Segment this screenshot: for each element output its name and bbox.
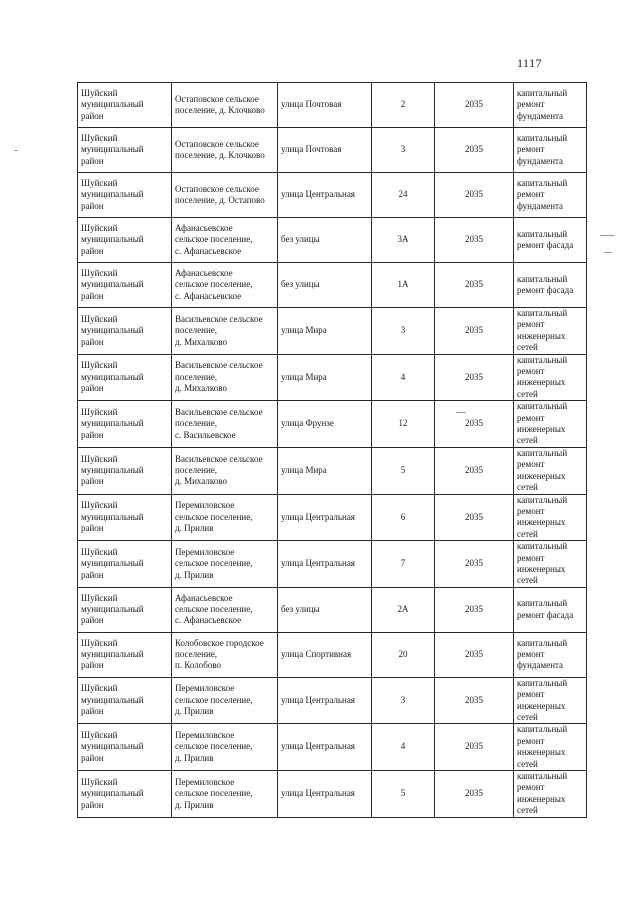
work-type-cell: капитальный ремонт инженерных сетей: [514, 354, 587, 401]
district-cell: Шуйский муниципальный район: [78, 308, 172, 355]
year-cell: 2035: [435, 724, 514, 771]
table-row: [78, 401, 587, 448]
table-row: [78, 354, 587, 401]
settlement-cell: Афанасьевское сельское поселение, с. Афанасьевское: [172, 587, 278, 632]
house-number-cell: 2: [372, 83, 435, 128]
work-type-cell: капитальный ремонт инженерных сетей: [514, 447, 587, 494]
settlement-cell: Колобовское городское поселение, п. Колобово: [172, 632, 278, 677]
district-cell: Шуйский муниципальный район: [78, 128, 172, 173]
year-cell: 2035: [435, 494, 514, 541]
work-type-cell: капитальный ремонт фундамента: [514, 632, 587, 677]
street-cell: без улицы: [278, 587, 372, 632]
table-row: [78, 494, 587, 541]
year-cell: 2035: [435, 447, 514, 494]
work-type-cell: капитальный ремонт фасада: [514, 263, 587, 308]
house-number-cell: 6: [372, 494, 435, 541]
house-number-cell: 5: [372, 771, 435, 818]
table-row: [78, 128, 587, 173]
settlement-cell: Перемиловское сельское поселение, д. Прилив: [172, 724, 278, 771]
work-type-cell: капитальный ремонт инженерных сетей: [514, 401, 587, 448]
settlement-cell: Афанасьевское сельское поселение, с. Афанасьевское: [172, 218, 278, 263]
year-cell: 2035: [435, 401, 514, 448]
district-cell: Шуйский муниципальный район: [78, 494, 172, 541]
table-row: [78, 771, 587, 818]
table-row: [78, 173, 587, 218]
settlement-cell: Васильевское сельское поселение, д. Михалково: [172, 447, 278, 494]
table-row: [78, 447, 587, 494]
year-cell: 2035: [435, 173, 514, 218]
street-cell: улица Мира: [278, 447, 372, 494]
work-type-cell: капитальный ремонт фундамента: [514, 83, 587, 128]
house-number-cell: 2А: [372, 587, 435, 632]
settlement-cell: Афанасьевское сельское поселение, с. Афанасьевское: [172, 263, 278, 308]
settlement-cell: Остаповское сельское поселение, д. Остапово: [172, 173, 278, 218]
table-row: [78, 541, 587, 588]
work-type-cell: капитальный ремонт инженерных сетей: [514, 724, 587, 771]
settlement-cell: Перемиловское сельское поселение, д. Прилив: [172, 494, 278, 541]
house-number-cell: 3: [372, 128, 435, 173]
street-cell: улица Спортивная: [278, 632, 372, 677]
district-cell: Шуйский муниципальный район: [78, 354, 172, 401]
district-cell: Шуйский муниципальный район: [78, 401, 172, 448]
house-number-cell: 24: [372, 173, 435, 218]
work-type-cell: капитальный ремонт фундамента: [514, 128, 587, 173]
house-number-cell: 1А: [372, 263, 435, 308]
house-number-cell: 4: [372, 354, 435, 401]
district-cell: Шуйский муниципальный район: [78, 587, 172, 632]
scan-speck: [600, 235, 614, 236]
work-type-cell: капитальный ремонт инженерных сетей: [514, 677, 587, 724]
street-cell: без улицы: [278, 218, 372, 263]
house-number-cell: 4: [372, 724, 435, 771]
year-cell: 2035: [435, 263, 514, 308]
settlement-cell: Перемиловское сельское поселение, д. Прилив: [172, 771, 278, 818]
table-body: [78, 83, 587, 818]
year-cell: 2035: [435, 308, 514, 355]
district-cell: Шуйский муниципальный район: [78, 677, 172, 724]
street-cell: улица Центральная: [278, 724, 372, 771]
work-type-cell: капитальный ремонт фасада: [514, 587, 587, 632]
street-cell: улица Мира: [278, 354, 372, 401]
settlement-cell: Васильевское сельское поселение, д. Михалково: [172, 308, 278, 355]
settlement-cell: Остаповское сельское поселение, д. Клочково: [172, 128, 278, 173]
work-type-cell: капитальный ремонт инженерных сетей: [514, 541, 587, 588]
district-cell: Шуйский муниципальный район: [78, 218, 172, 263]
repair-schedule-table: [77, 82, 587, 818]
work-type-cell: капитальный ремонт инженерных сетей: [514, 494, 587, 541]
district-cell: Шуйский муниципальный район: [78, 724, 172, 771]
district-cell: Шуйский муниципальный район: [78, 447, 172, 494]
house-number-cell: 12: [372, 401, 435, 448]
street-cell: улица Фрунзе: [278, 401, 372, 448]
year-cell: 2035: [435, 632, 514, 677]
table-row: [78, 632, 587, 677]
street-cell: улица Мира: [278, 308, 372, 355]
settlement-cell: Остаповское сельское поселение, д. Клочково: [172, 83, 278, 128]
table-row: [78, 587, 587, 632]
settlement-cell: Васильевское сельское поселение, с. Васильевское: [172, 401, 278, 448]
page-number: 1117: [517, 56, 543, 70]
table-row: [78, 677, 587, 724]
table-row: [78, 218, 587, 263]
scan-speck: [604, 252, 612, 253]
district-cell: Шуйский муниципальный район: [78, 541, 172, 588]
year-cell: 2035: [435, 218, 514, 263]
street-cell: улица Центральная: [278, 541, 372, 588]
settlement-cell: Васильевское сельское поселение, д. Михалково: [172, 354, 278, 401]
house-number-cell: 20: [372, 632, 435, 677]
table-row: [78, 308, 587, 355]
house-number-cell: 5: [372, 447, 435, 494]
table-row: [78, 83, 587, 128]
year-cell: 2035: [435, 83, 514, 128]
year-cell: 2035: [435, 587, 514, 632]
work-type-cell: капитальный ремонт фасада: [514, 218, 587, 263]
street-cell: улица Центральная: [278, 173, 372, 218]
settlement-cell: Перемиловское сельское поселение, д. Прилив: [172, 677, 278, 724]
street-cell: улица Почтовая: [278, 83, 372, 128]
street-cell: улица Центральная: [278, 771, 372, 818]
year-cell: 2035: [435, 128, 514, 173]
year-cell: 2035: [435, 677, 514, 724]
street-cell: улица Центральная: [278, 677, 372, 724]
district-cell: Шуйский муниципальный район: [78, 632, 172, 677]
work-type-cell: капитальный ремонт инженерных сетей: [514, 771, 587, 818]
street-cell: улица Почтовая: [278, 128, 372, 173]
scan-speck: [14, 150, 18, 151]
year-cell: 2035: [435, 541, 514, 588]
table-row: [78, 724, 587, 771]
district-cell: Шуйский муниципальный район: [78, 83, 172, 128]
settlement-cell: Перемиловское сельское поселение, д. Прилив: [172, 541, 278, 588]
house-number-cell: 7: [372, 541, 435, 588]
street-cell: без улицы: [278, 263, 372, 308]
street-cell: улица Центральная: [278, 494, 372, 541]
work-type-cell: капитальный ремонт инженерных сетей: [514, 308, 587, 355]
work-type-cell: капитальный ремонт фундамента: [514, 173, 587, 218]
scan-speck: [456, 412, 466, 413]
district-cell: Шуйский муниципальный район: [78, 263, 172, 308]
house-number-cell: 3А: [372, 218, 435, 263]
table-row: [78, 263, 587, 308]
district-cell: Шуйский муниципальный район: [78, 173, 172, 218]
year-cell: 2035: [435, 354, 514, 401]
house-number-cell: 3: [372, 677, 435, 724]
district-cell: Шуйский муниципальный район: [78, 771, 172, 818]
house-number-cell: 3: [372, 308, 435, 355]
year-cell: 2035: [435, 771, 514, 818]
